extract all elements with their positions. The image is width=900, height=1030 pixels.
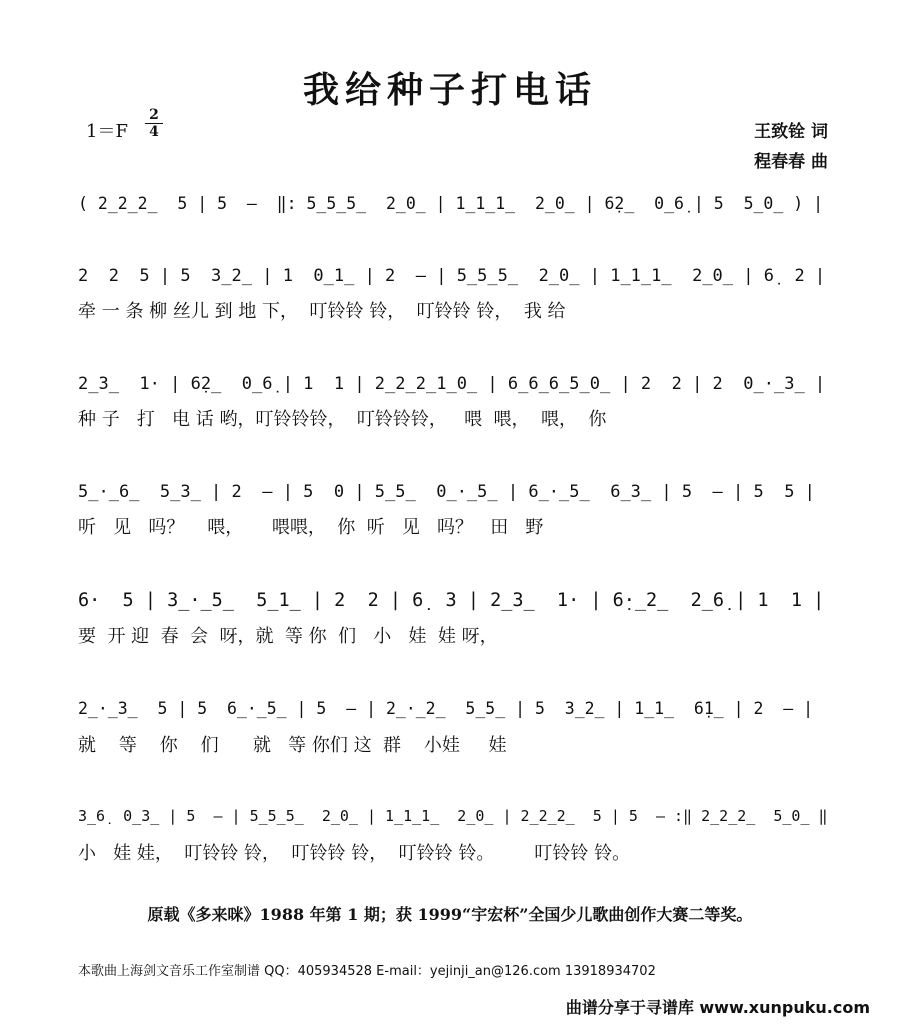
lyric-row-3 [78, 405, 830, 431]
lyric-row-7 [78, 839, 830, 865]
lyric-row-4 [78, 513, 830, 539]
song-title: 我给种子打电话 [302, 69, 597, 111]
score-row-2 [78, 262, 830, 292]
footer-contact: 本歌曲上海剑文音乐工作室制谱 QQ：405934528 E-mail：yejinji_an@126.com 13918934702 [78, 964, 656, 979]
lyricist-credit: 王致铨 词 [754, 122, 828, 142]
lyric-text-6: 就 等 你 们 就 等 你们 这 群 小娃 娃 [78, 735, 507, 756]
score-row-7 [78, 803, 830, 833]
lyric-row-5 [78, 622, 830, 648]
site-credit: 曲谱分享于寻谱库 www.xunpuku.com [565, 998, 870, 1017]
lyric-text-5: 要 开 迎 春 会 呀，就 等 你 们 小 娃 娃 呀， [78, 626, 498, 647]
key-signature: 1＝F [86, 121, 128, 142]
score-row-5 [78, 586, 830, 616]
score-row-3 [78, 370, 830, 400]
notation-row-5: 6· 5 | 3̲·̲5̲ 5̲1̲ | 2 2 | 6̣ 3 | 2̲3̲ 1· | 6̣·̲2̲ 2̲6̣ | 1 1 | [78, 590, 825, 611]
time-signature [145, 107, 163, 140]
score-row-4 [78, 478, 830, 508]
time-signature-bottom: 4 [145, 123, 163, 140]
lyric-row-2 [78, 297, 830, 323]
lyric-text-4: 听 见 吗？ 喂， 喂喂， 你 听 见 吗？ 田 野 [78, 517, 544, 538]
lyric-text-2: 牵 一 条 柳 丝儿 到 地 下， 叮铃铃 铃， 叮铃铃 铃， 我 给 [78, 301, 566, 322]
notation-row-7: 3̲6̣ 0̲3̲ | 5 — | 5̲5̲5̲ 2̲0̲ | 1̲1̲1̲ 2̲0̲ | 2̲2̲2̲ 5 | 5 — :‖ 2̲2̲2̲ 5̲0̲ ‖ [78, 807, 828, 825]
composer-credit: 程春春 曲 [754, 152, 828, 172]
notation-row-2: 2 2 5 | 5 3̲2̲ | 1 0̲1̲ | 2 — | 5̲5̲5̲ 2̲0̲ | 1̲1̲1̲ 2̲0̲ | 6̣ 2 | [78, 266, 826, 286]
notation-row-4: 5̲·̲6̲ 5̲3̲ | 2 — | 5 0 | 5̲5̲ 0̲·̲5̲ | 6̲·̲5̲ 6̲3̲ | 5 — | 5 5 | [78, 482, 815, 502]
lyric-row-6 [78, 731, 830, 757]
notation-row-3: 2̲3̲ 1· | 6̣2̲ 0̲6̣ | 1 1 | 2̲2̲2̲1̲0̲ | 6̲6̲6̲5̲0̲ | 2 2 | 2 0̲·̲3̲ | [78, 374, 826, 394]
score-row-1 [78, 190, 830, 220]
lyric-text-3: 种 子 打 电 话 哟，叮铃铃铃， 叮铃铃铃， 喂 喂， 喂， 你 [78, 409, 607, 430]
notation-row-6: 2̲·̲3̲ 5 | 5 6̲·̲5̲ | 5 — | 2̲·̲2̲ 5̲5̲ | 5 3̲2̲ | 1̲1̲ 6̣1̲ | 2 — | [78, 699, 814, 718]
lyric-text-7: 小 娃 娃， 叮铃铃 铃， 叮铃铃 铃， 叮铃铃 铃。 叮铃铃 铃。 [78, 843, 631, 864]
publication-note: 原载《多来咪》1988 年第 1 期；获 1999“宇宏杯”全国少儿歌曲创作大赛二等奖。 [147, 905, 753, 924]
time-signature-top: 2 [149, 107, 159, 123]
score-row-6 [78, 695, 830, 725]
notation-row-1: ( 2̲2̲2̲ 5 | 5 — ‖: 5̲5̲5̲ 2̲0̲ | 1̲1̲1̲ 2̲0̲ | 6̣2̲ 0̲6̣ | 5 5̲0̲ ) | [78, 194, 824, 213]
